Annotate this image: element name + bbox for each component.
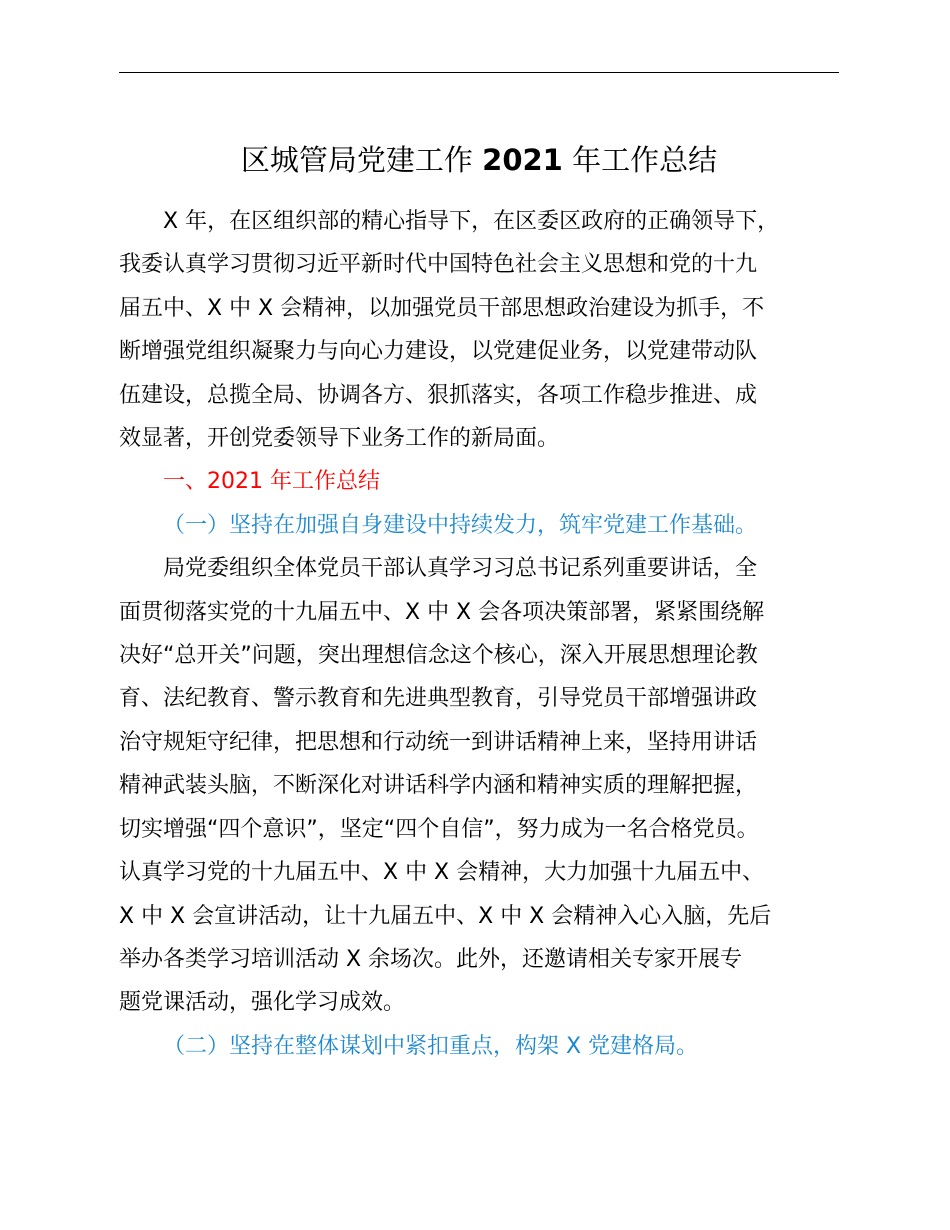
body-line: 认真学习党的十九届五中、X 中 X 会精神，大力加强十九届五中、 [119, 860, 765, 886]
title-text-suffix: 年工作总结 [562, 143, 718, 177]
body-line: 决好“总开关”问题，突出理想信念这个核心，深入开展思想理论教 [119, 643, 758, 669]
intro-line: 我委认真学习贯彻习近平新时代中国特色社会主义思想和党的十九 [119, 252, 758, 278]
body-line: 举办各类学习培训活动 X 余场次。此外，还邀请相关专家开展专 [119, 946, 743, 972]
body-paragraph [119, 547, 859, 1024]
subsection-heading: （二）坚持在整体谋划中紧扣重点，构架 X 党建格局。 [163, 1033, 699, 1059]
body-line: 精神武装头脑，不断深化对讲话科学内涵和精神实质的理解把握， [119, 773, 758, 799]
body-line: 治守规矩守纪律，把思想和行动统一到讲话精神上来，坚持用讲话 [119, 729, 758, 755]
document-body [119, 120, 859, 1068]
intro-line: 伍建设，总揽全局、协调各方、狠抓落实，各项工作稳步推进、成 [119, 382, 758, 408]
subsection-heading: （一）坚持在加强自身建设中持续发力，筑牢党建工作基础。 [163, 512, 758, 538]
intro-paragraph [119, 200, 859, 460]
intro-line: 效显著，开创党委领导下业务工作的新局面。 [119, 426, 560, 452]
body-line: X 中 X 会宣讲活动，让十九届五中、X 中 X 会精神入心入脑，先后 [119, 903, 772, 929]
intro-line: 断增强党组织凝聚力与向心力建设，以党建促业务，以党建带动队 [119, 339, 758, 365]
body-line: 切实增强“四个意识”，坚定“四个自信”，努力成为一名合格党员。 [119, 816, 759, 842]
body-line: 面贯彻落实党的十九届五中、X 中 X 会各项决策部署，紧紧围绕解 [119, 599, 765, 625]
intro-line: X 年，在区组织部的精心指导下，在区委区政府的正确领导下， [163, 209, 780, 234]
title-text-prefix: 区城管局党建工作 [240, 143, 483, 177]
title-year: 2021 [482, 143, 563, 177]
header-rule [119, 72, 839, 73]
body-line: 局党委组织全体党员干部认真学习习总书记系列重要讲话，全 [163, 556, 758, 582]
section-heading: 一、2021 年工作总结 [163, 469, 380, 495]
body-line: 育、法纪教育、警示教育和先进典型教育，引导党员干部增强讲政 [119, 686, 758, 712]
intro-line: 届五中、X 中 X 会精神，以加强党员干部思想政治建设为抓手，不 [119, 295, 765, 321]
document-title [119, 120, 839, 200]
body-line: 题党课活动，强化学习成效。 [119, 990, 406, 1016]
